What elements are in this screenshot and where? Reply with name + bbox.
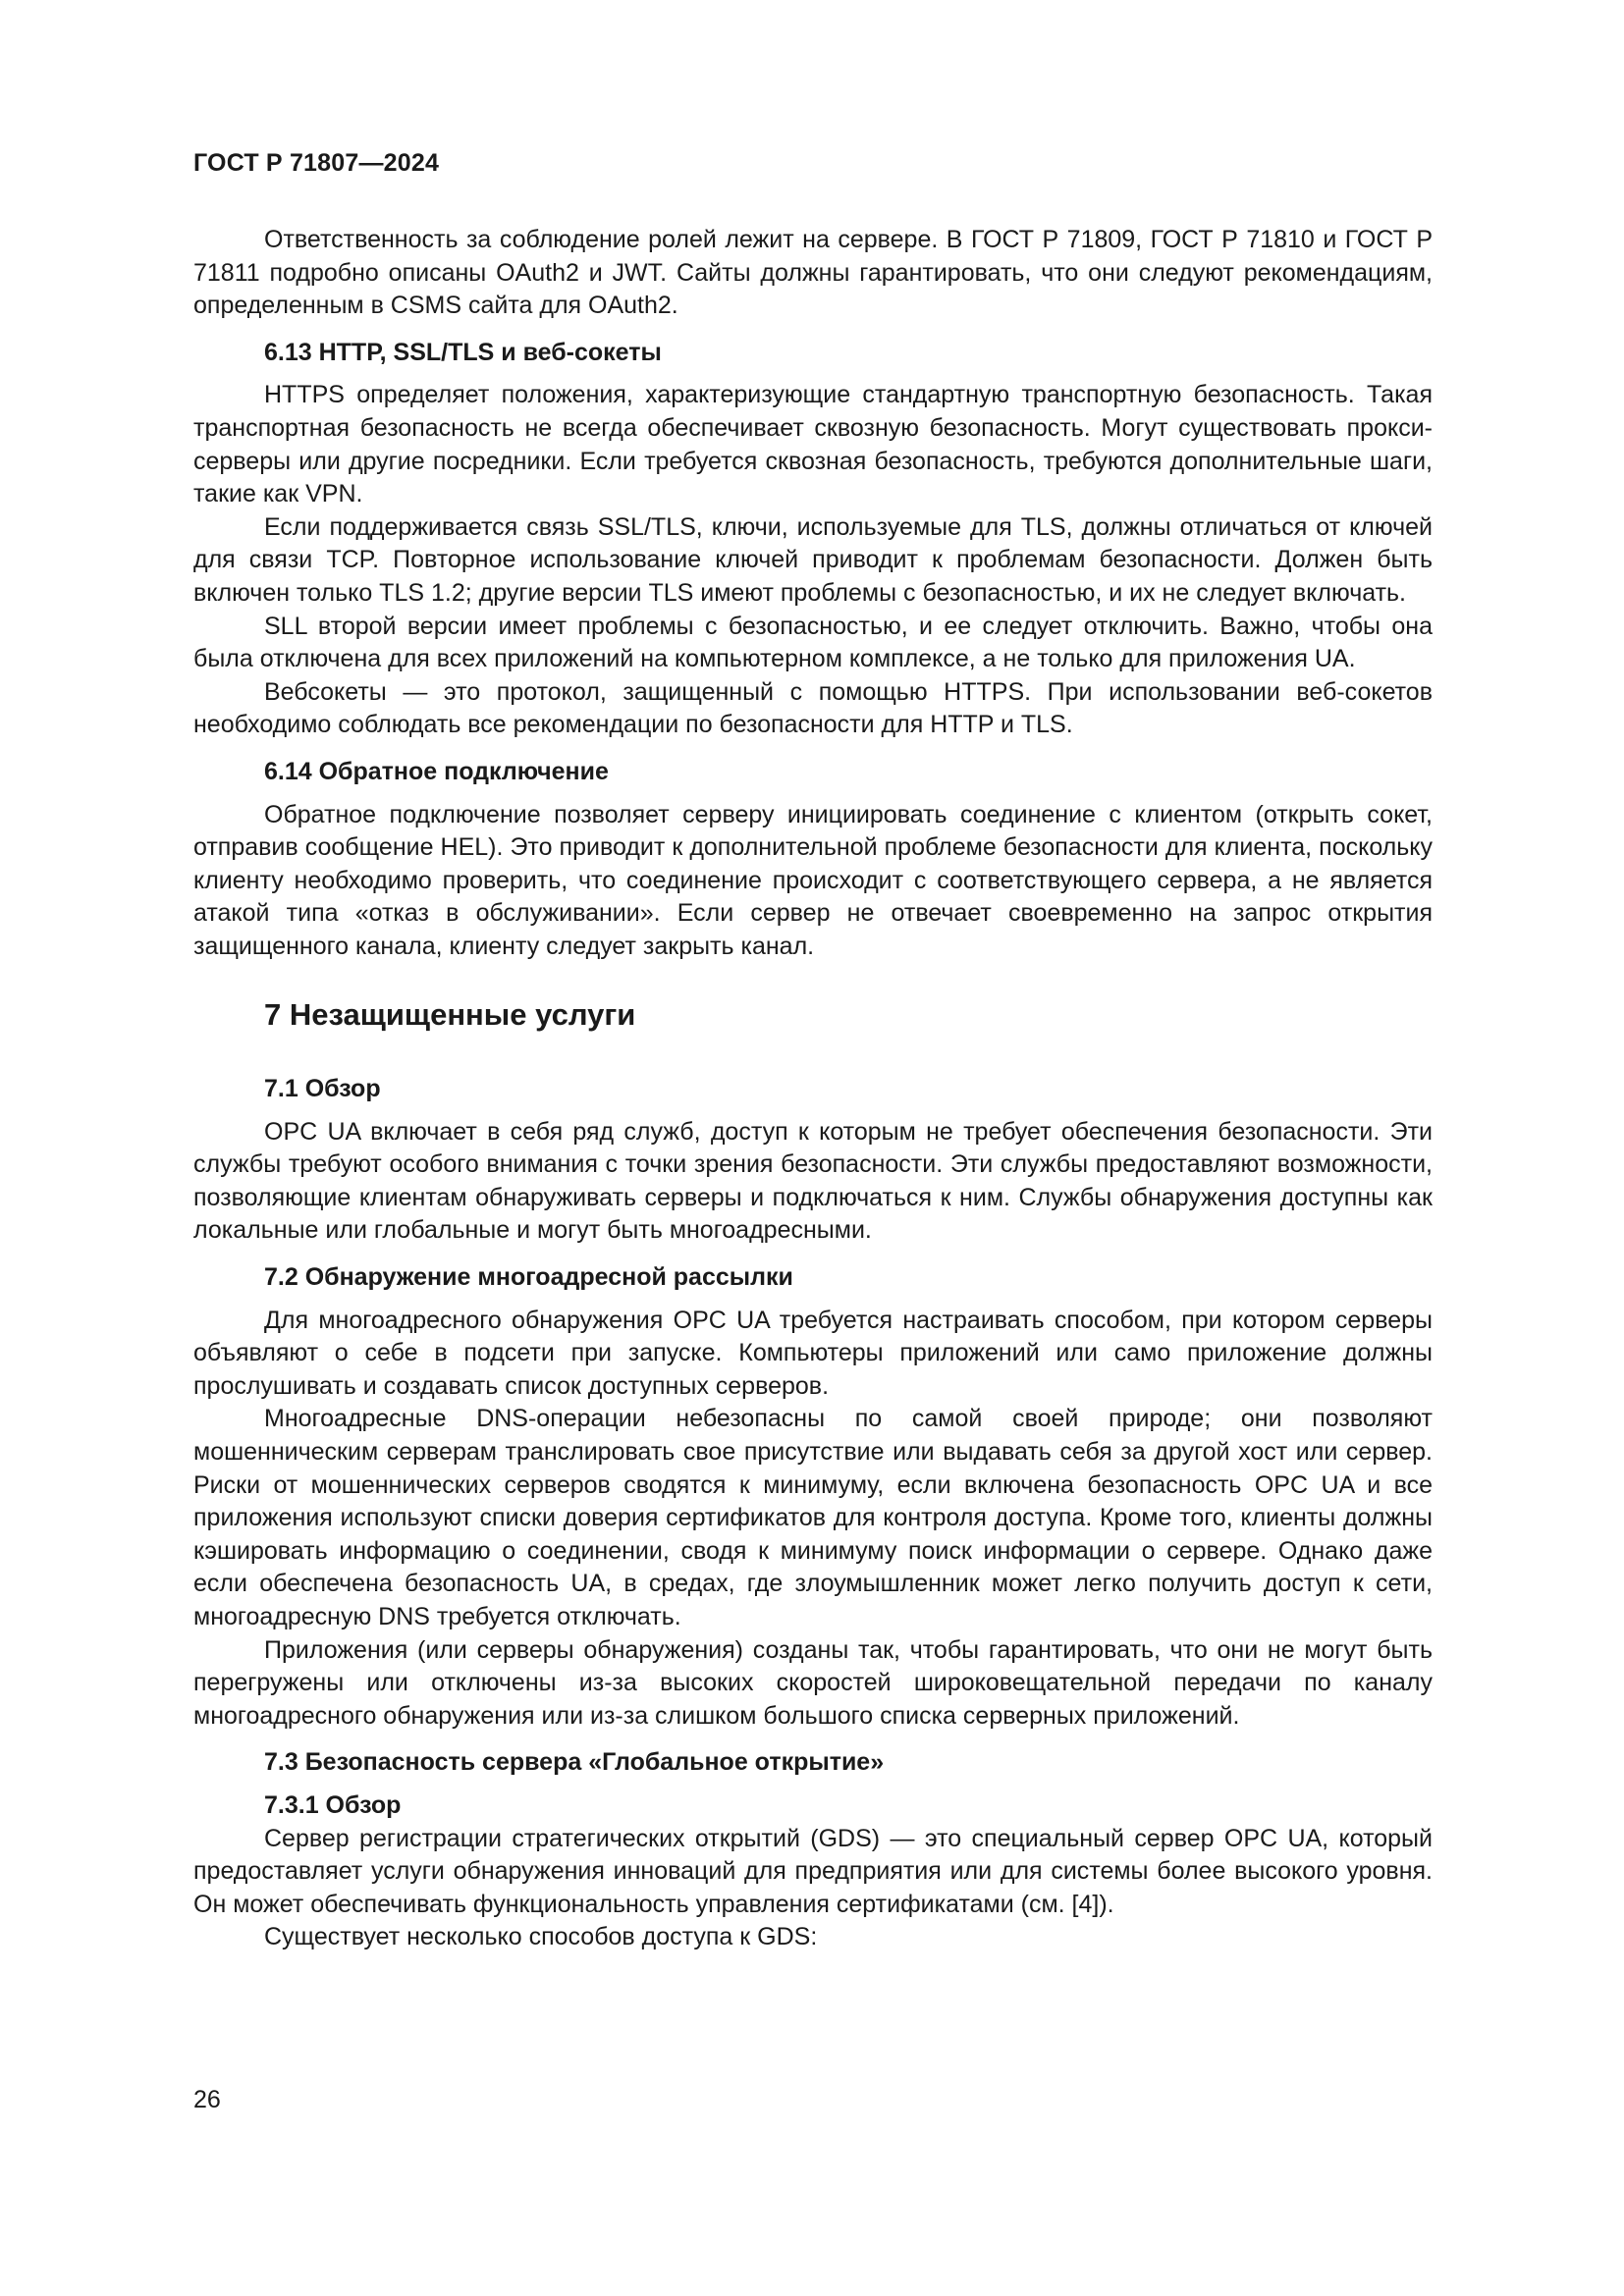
page-number: 26	[193, 2086, 221, 2113]
section-7-3-1-paragraph: Сервер регистрации стратегических открытий (GDS) — это специальный сервер OPC UA, который предоставляет услуги обнаружения инноваций для предприятия или для системы более высокого уровня. Он может обеспечивать функциональность управления сертификатами (см. [4]).	[193, 1824, 1433, 1918]
section-7-2-paragraph: Для многоадресного обнаружения OPC UA требуется настраивать способом, при котором серверы объявляют о себе в подсети при запуске. Компьютеры приложений или само приложение должны прослушивать и создавать список доступных серверов.	[193, 1306, 1433, 1400]
document-body	[193, 224, 1433, 1954]
section-6-13-paragraph: Вебсокеты — это протокол, защищенный с помощью HTTPS. При использовании веб-сокетов необходимо соблюдать все рекомендации по безопасности для HTTP и TLS.	[193, 677, 1433, 739]
section-6-14-paragraph: Обратное подключение позволяет серверу инициировать соединение с клиентом (открыть сокет, отправив сообщение HEL). Это приводит к дополнительной проблеме безопасности для клиента, поскольку клиенту необходимо проверить, что соединение происходит с соответствующего сервера, а не является атакой типа «отказ в обслуживании». Если сервер не отвечает своевременно на запрос открытия защищенного канала, клиенту следует закрыть канал.	[193, 800, 1433, 960]
section-6-14-heading: 6.14 Обратное подключение	[264, 757, 609, 785]
section-6-13-paragraph: SLL второй версии имеет проблемы с безопасностью, и ее следует отключить. Важно, чтобы она была отключена для всех приложений на компьютерном комплексе, а не только для приложения UA.	[193, 612, 1433, 673]
section-6-13-paragraph: HTTPS определяет положения, характеризующие стандартную транспортную безопасность. Такая транспортная безопасность не всегда обеспечивает сквозную безопасность. Могут существовать прокси-серверы или другие посредники. Если требуется сквозная безопасность, требуются дополнительные шаги, такие как VPN.	[193, 381, 1433, 508]
section-7-2-paragraph: Многоадресные DNS-операции небезопасны по самой своей природе; они позволяют мошенническим серверам транслировать свое присутствие или выдавать себя за другой хост или сервер. Риски от мошеннических серверов сводятся к минимуму, если включена безопасность OPC UA и все приложения используют списки доверия сертификатов для контроля доступа. Кроме того, клиенты должны кэшировать информацию о соединении, сводя к минимуму поиск информации о сервере. Однако даже если обеспечена безопасность UA, в средах, где злоумышленник может легко получить доступ к сети, многоадресную DNS требуется отключать.	[193, 1405, 1433, 1630]
section-7-3-1-paragraph: Существует несколько способов доступа к GDS:	[264, 1923, 818, 1951]
section-7-3-1-heading: 7.3.1 Обзор	[264, 1790, 402, 1819]
section-6-13-heading: 6.13 HTTP, SSL/TLS и веб-сокеты	[264, 338, 662, 366]
intro-paragraph: Ответственность за соблюдение ролей лежит на сервере. В ГОСТ Р 71809, ГОСТ Р 71810 и ГОСТ Р 71811 подробно описаны OAuth2 и JWT. Сайты должны гарантировать, что они следуют рекомендациям, определенным в CSMS сайта для OAuth2.	[193, 226, 1433, 320]
section-7-2-paragraph: Приложения (или серверы обнаружения) созданы так, чтобы гарантировать, что они не могут быть перегружены или отключены из-за высоких скоростей широковещательной передачи по каналу многоадресного обнаружения или из-за слишком большого списка серверных приложений.	[193, 1635, 1433, 1730]
section-7-2-heading: 7.2 Обнаружение многоадресной рассылки	[264, 1263, 793, 1292]
section-7-1-heading: 7.1 Обзор	[264, 1075, 381, 1103]
section-6-13-paragraph: Если поддерживается связь SSL/TLS, ключи, используемые для TLS, должны отличаться от ключей для связи TCP. Повторное использование ключей приводит к проблемам безопасности. Должен быть включен только TLS 1.2; другие версии TLS имеют проблемы с безопасностью, и их не следует включать.	[193, 512, 1433, 607]
section-7-heading: 7 Незащищенные услуги	[264, 997, 636, 1033]
standard-id-header: ГОСТ Р 71807—2024	[193, 149, 440, 177]
section-7-1-paragraph: OPC UA включает в себя ряд служб, доступ к которым не требует обеспечения безопасности. Эти службы требуют особого внимания с точки зрения безопасности. Эти службы предоставляют возможности, позволяющие клиентам обнаруживать серверы и подключаться к ним. Службы обнаружения доступны как локальные или глобальные и могут быть многоадресными.	[193, 1117, 1433, 1245]
section-7-3-heading: 7.3 Безопасность сервера «Глобальное открытие»	[264, 1748, 885, 1777]
